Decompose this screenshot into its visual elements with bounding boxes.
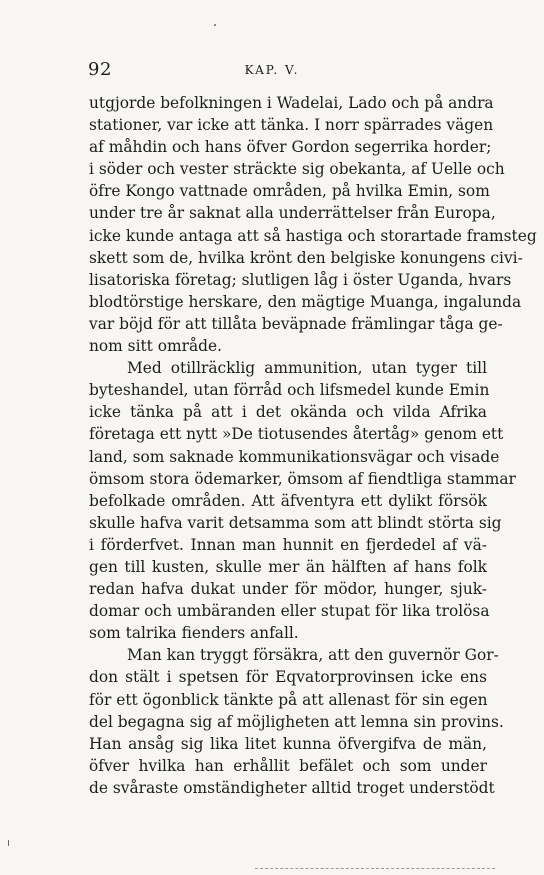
text-line: del begagna sig af möjligheten att lemna sin provins.	[89, 712, 504, 731]
text-line: land, som saknade kommunikationsvägar och visade	[89, 447, 500, 466]
text-line: i förderfvet. Innan man hunnit en fjerdedel af vä-	[89, 535, 487, 554]
text-line: företaga ett nytt »De tiotusendes återtåg» genom ett	[89, 425, 504, 444]
body-text	[89, 92, 537, 799]
text-line: de svåraste omständigheter alltid troget understödt	[89, 778, 495, 797]
text-line: byteshandel, utan förråd och lifsmedel kunde Emin	[89, 381, 490, 400]
text-line: Man kan tryggt försäkra, att den guvernör Gor-	[127, 646, 499, 665]
text-line: i söder och vester sträckte sig obekanta, af Uelle och	[89, 160, 505, 179]
text-line: öfre Kongo vattnade områden, på hvilka Emin, som	[89, 182, 490, 201]
text-line: icke kunde antaga att så hastiga och storartade framsteg	[89, 226, 537, 245]
text-line: ömsom stora ödemarker, ömsom af fiendtliga stammar	[89, 469, 516, 488]
text-line: stationer, var icke att tänka. I norr spärrades vägen	[89, 116, 494, 135]
text-line: gen till kusten, skulle mer än hälften af hans folk	[89, 557, 487, 576]
text-line: som talrika fienders anfall.	[89, 624, 299, 643]
text-line: don stält i spetsen för Eqvatorprovinsen icke ens	[89, 668, 487, 687]
text-line: redan hafva dukat under för mödor, hunger, sjuk-	[89, 580, 487, 599]
text-line: utgjorde befolkningen i Wadelai, Lado och på andra	[89, 94, 494, 112]
page-number: 92	[88, 59, 112, 80]
text-line: domar och umbäranden eller stupat för lika trolösa	[89, 602, 490, 621]
print-speck	[214, 24, 216, 26]
text-line: befolkade områden. Att äfventyra ett dylikt försök	[89, 491, 487, 510]
text-line: under tre år saknat alla underrättelser från Europa,	[89, 204, 496, 223]
bottom-rule	[255, 868, 495, 869]
text-line: Han ansåg sig lika litet kunna öfvergifva de män,	[89, 734, 487, 753]
text-line: skett som de, hvilka krönt den belgiske konungens civi-	[89, 248, 523, 267]
text-line: för ett ögonblick tänkte på att allenast för sin egen	[89, 690, 488, 709]
running-head: KAP. V.	[244, 63, 300, 77]
text-line: icke tänka på att i det okända och vilda Afrika	[89, 403, 487, 422]
text-line: af måhdin och hans öfver Gordon segerrika horder;	[89, 138, 492, 157]
text-line: öfver hvilka han erhållit befälet och som under	[89, 756, 487, 775]
text-line: skulle hafva varit detsamma som att blindt störta sig	[89, 513, 502, 532]
text-line: nom sitt område.	[89, 337, 222, 356]
text-line: lisatoriska företag; slutligen låg i öster Uganda, hvars	[89, 270, 512, 289]
text-line: Med otillräcklig ammunition, utan tyger till	[127, 359, 487, 378]
text-line: var böjd för att tillåta beväpnade främlingar tåga ge-	[89, 314, 503, 333]
text-line: blodtörstige herskare, den mägtige Muanga, ingalunda	[89, 292, 522, 311]
print-speck	[8, 840, 9, 846]
